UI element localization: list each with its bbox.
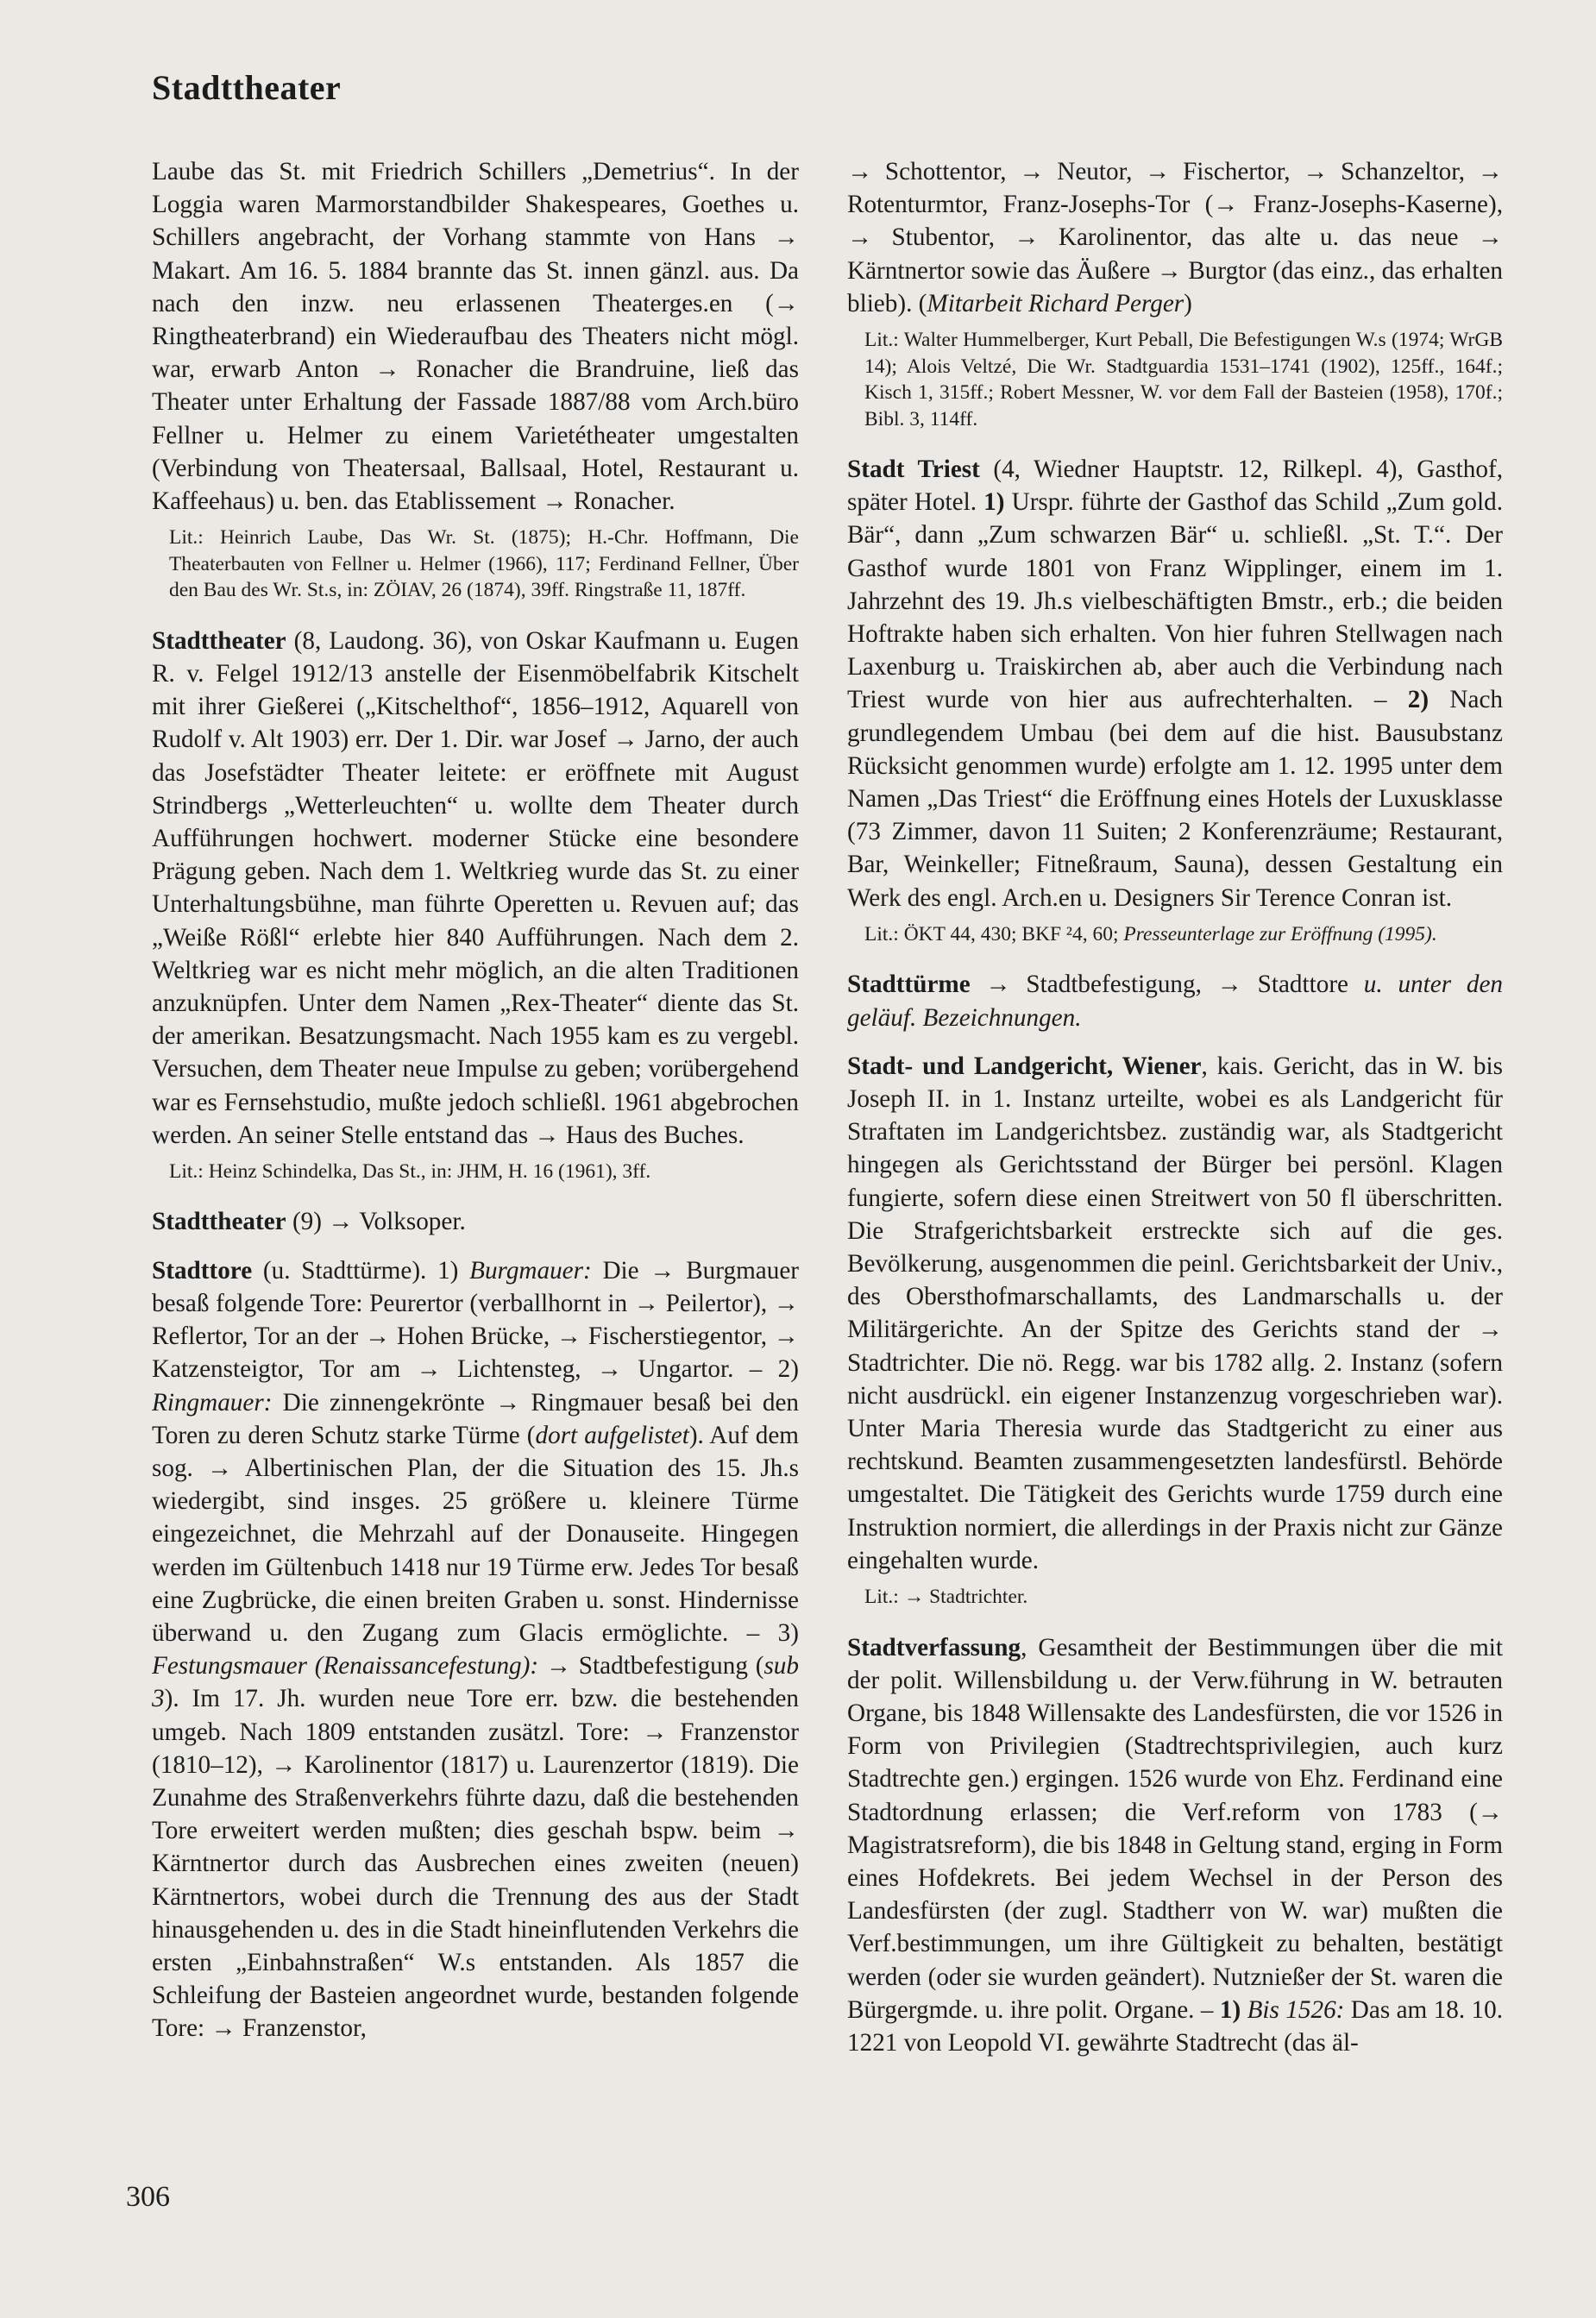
left-column (152, 155, 799, 2061)
entry-stadt-triest: Stadt Triest (4, Wiedner Hauptstr. 12, Rilkepl. 4), Gasthof, später Hotel. 1) Urspr. führte der Gasthof das Schild „Zum gold. Bär“, dann „Zum schwarzen Bär“ u. schließl. „St. T.“. Der Gasthof wurde 1801 von Franz Wipplinger, einem im 1. Jahrzehnt des 19. Jh.s vielbeschäftigten Bmstr., erb.; die beiden Hoftrakte haben sich erhalten. Von hier fuhren Stellwagen nach Laxenburg u. Traiskirchen ab, aber auch die Verbindung nach Triest wurde von hier aus aufrechterhalten. – 2) Nach grundlegendem Umbau (bei dem auf die hist. Bausubstanz Rücksicht genommen wurde) erfolgte am 1. 12. 1995 unter dem Namen „Das Triest“ die Eröffnung eines Hotels der Luxusklasse (73 Zimmer, davon 11 Suiten; 2 Konferenzräume; Restaurant, Bar, Weinkeller; Fitneßraum, Sauna), dessen Gestaltung ein Werk des engl. Arch.en u. Designers Sir Terence Conran ist. (847, 455, 1503, 912)
entry-continuation: Laube das St. mit Friedrich Schillers „Demetrius“. In der Loggia waren Marmorstandbilder Shakespeares, Goethes u. Schillers angebracht, der Vorhang stammte von Hans → Makart. Am 16. 5. 1884 brannte das St. innen gänzl. aus. Da nach den inzw. neu erlassenen Theaterges.en (→ Ringtheaterbrand) ein Wiederaufbau des Theaters nicht mögl. war, erwarb Anton → Ronacher die Brandruine, ließ das Theater unter Erhaltung der Fassade 1887/88 vom Arch.büro Fellner u. Helmer zu einem Varietétheater umgestalten (Verbindung von Theatersaal, Ballsaal, Hotel, Restaurant u. Kaffeehaus) u. ben. das Etablissement → Ronacher. (152, 158, 799, 516)
entry-heading: Stadttheater (152, 626, 286, 655)
right-column (847, 155, 1503, 2075)
entry-stadttore: Stadttore (u. Stadttürme). 1) Burgmauer: Die → Burgmauer besaß folgende Tore: Peurertor (verballhornt in → Peilertor), → Reflertor, Tor an der → Hohen Brücke, → Fischerstiegentor, → Katzensteigtor, Tor am → Lichtensteg, → Ungartor. – 2) Ringmauer: Die zinnengekrönte → Ringmauer besaß bei den Toren zu deren Schutz starke Türme (dort aufgelistet). Auf dem sog. → Albertinischen Plan, der die Situation des 15. Jh.s wiedergibt, sind insges. 25 größere u. kleinere Türme eingezeichnet, die Mehrzahl auf der Donauseite. Hingegen werden im Gültenbuch 1418 nur 19 Türme erw. Jedes Tor besaß eine Zugbrücke, die einen breiten Graben u. sonst. Hindernisse überwand u. den Zugang zum Glacis ermöglichte. – 3) Festungsmauer (Renaissancefestung): → Stadtbefestigung (sub 3). Im 17. Jh. wurden neue Tore err. bzw. die bestehenden umgeb. Nach 1809 entstanden zusätzl. Tore: → Franzenstor (1810–12), → Karolinentor (1817) u. Laurenzertor (1819). Die Zunahme des Straßenverkehrs führte dazu, daß die bestehenden Tore erweitert werden mußten; dies geschah bspw. beim → Kärntnertor durch das Ausbrechen eines zweiten (neuen) Kärntnertors, wobei durch die Trennung des aus der Stadt hinausgehenden u. des in die Stadt hineinflutenden Verkehrs die ersten „Einbahnstraßen“ W.s entstanden. Als 1857 die Schleifung der Basteien angeordnet wurde, bestanden folgende Tore: → Franzenstor, (152, 1256, 799, 2043)
page-number: 306 (126, 2181, 170, 2213)
entry-continuation: → Schottentor, → Neutor, → Fischertor, → Schanzeltor, → Rotenturmtor, Franz-Josephs-Tor (→ Franz-Josephs-Kaserne), → Stubentor, → Karolinentor, das alte u. das neue → Kärntnertor sowie das Äußere → Burgtor (das einz., das erhalten blieb). (Mitarbeit Richard Perger) (847, 158, 1503, 317)
literature-reference: Lit.: ÖKT 44, 430; BKF ²4, 60; Presseunterlage zur Eröffnung (1995). (864, 922, 1437, 945)
entry-heading: Stadttore (152, 1256, 253, 1285)
entry-heading: Stadtverfassung (847, 1633, 1021, 1662)
entry-stadt-und-landgericht: Stadt- und Landgericht, Wiener, kais. Gericht, das in W. bis Joseph II. in 1. Instanz urteilte, wobei es als Landgericht für Straftaten im Landgerichtsbez. zuständig war, als Stadtgericht hingegen als Gerichtsstand der Bürger bei persönl. Klagen fungierte, sofern diese einen Streitwert von 50 fl überschritten. Die Strafgerichtsbarkeit erstreckte sich auf die ges. Bevölkerung, ausgenommen die peinl. Gerichtsbarkeit der Univ., des Obersthofmarschallamts, des Landmarschalls u. der Militärgerichte. An der Spitze des Gerichts stand der → Stadtrichter. Die nö. Regg. war bis 1782 allg. 2. Instanz (sofern nicht ausdrückl. ein eigener Instanzenzug vorgeschrieben war). Unter Maria Theresia wurde das Stadtgericht zu einer aus rechtskund. Beamten zusammengesetzten landesfürstl. Behörde umgestaltet. Die Tätigkeit des Gerichts wurde 1759 durch eine Instruktion normiert, die allerdings in der Praxis nicht zur Gänze eingehalten wurde. (847, 1052, 1504, 1574)
entry-stadttheater-9: Stadttheater (9) → Volksoper. (152, 1208, 466, 1236)
entry-stadttuerme: Stadttürme → Stadtbefestigung, → Stadttore u. unter den geläuf. Bezeichnungen. (847, 971, 1503, 1032)
entry-stadtverfassung: Stadtverfassung, Gesamtheit der Bestimmungen über die mit der polit. Willensbildung u. der Verw.führung in W. betrauten Organe, bis 1848 Willensakte des Landesfürsten, die vor 1526 in Form von Privilegien (Stadtrechtsprivilegien, auch kurz Stadtrechte gen.) ergingen. 1526 wurde von Ehz. Ferdinand eine Stadtordnung erlassen; die Verf.reform von 1783 (→ Magistratsreform), die bis 1848 in Geltung stand, erging in Form eines Hofdekrets. Bei jedem Wechsel in der Person des Landesfürsten (der zugl. Stadtherr von W. war) mußten die Verf.bestimmungen, um ihre Gültigkeit zu behalten, bestätigt werden (oder sie wurden geändert). Nutznießer der St. waren die Bürgergmde. u. ihre polit. Organe. – 1) Bis 1526: Das am 18. 10. 1221 von Leopold VI. gewährte Stadtrecht (das äl- (847, 1633, 1503, 2057)
entry-heading: Stadt Triest (847, 455, 980, 484)
literature-reference: Lit.: Walter Hummelberger, Kurt Peball, Die Befestigungen W.s (1974; WrGB 14); Alois Veltzé, Die Wr. Stadtguardia 1531–1741 (1902), 125ff., 164f.; Kisch 1, 315ff.; Robert Messner, W. vor dem Fall der Basteien (1958), 170f.; Bibl. 3, 114ff. (864, 329, 1503, 430)
entry-heading: Stadttürme (847, 971, 971, 999)
entry-heading: Stadttheater (152, 1208, 286, 1236)
literature-reference: Lit.: → Stadtrichter. (864, 1586, 1028, 1609)
literature-reference: Lit.: Heinz Schindelka, Das St., in: JHM, H. 16 (1961), 3ff. (169, 1159, 651, 1183)
entry-heading: Stadt- und Landgericht, Wiener (847, 1052, 1202, 1080)
literature-reference: Lit.: Heinrich Laube, Das Wr. St. (1875); H.-Chr. Hoffmann, Die Theaterbauten von Fellner u. Helmer (1966), 117; Ferdinand Fellner, Über den Bau des Wr. St.s, in: ZÖIAV, 26 (1874), 39ff. Ringstraße 11, 187ff. (169, 526, 799, 602)
entry-stadttheater-8: Stadttheater (8, Laudong. 36), von Oskar Kaufmann u. Eugen R. v. Felgel 1912/13 anstelle der Eisenmöbelfabrik Kitschelt mit ihrer Gießerei („Kitschelthof“, 1856–1912, Aquarell von Rudolf v. Alt 1903) err. Der 1. Dir. war Josef → Jarno, der auch das Josefstädter Theater leitete: er eröffnete mit August Strindbergs „Wetterleuchten“ u. wollte dem Theater durch Aufführungen hochwert. moderner Stücke eine besondere Prägung geben. Nach dem 1. Weltkrieg wurde das St. zu einer Unterhaltungsbühne, man führte Operetten u. Revuen auf; das „Weiße Rößl“ erlebte hier 840 Aufführungen. Nach dem 2. Weltkrieg war es nicht mehr möglich, an die alten Traditionen anzuknüpfen. Unter dem Namen „Rex-Theater“ diente das St. der amerikan. Besatzungsmacht. Nach 1955 kam es zu vergebl. Versuchen, dem Theater neue Impulse zu geben; vorübergehend war es Fernsehstudio, mußte jedoch schließl. 1961 abgebrochen werden. An seiner Stelle entstand das → Haus des Buches. (152, 626, 799, 1149)
running-header: Stadttheater (152, 68, 342, 107)
